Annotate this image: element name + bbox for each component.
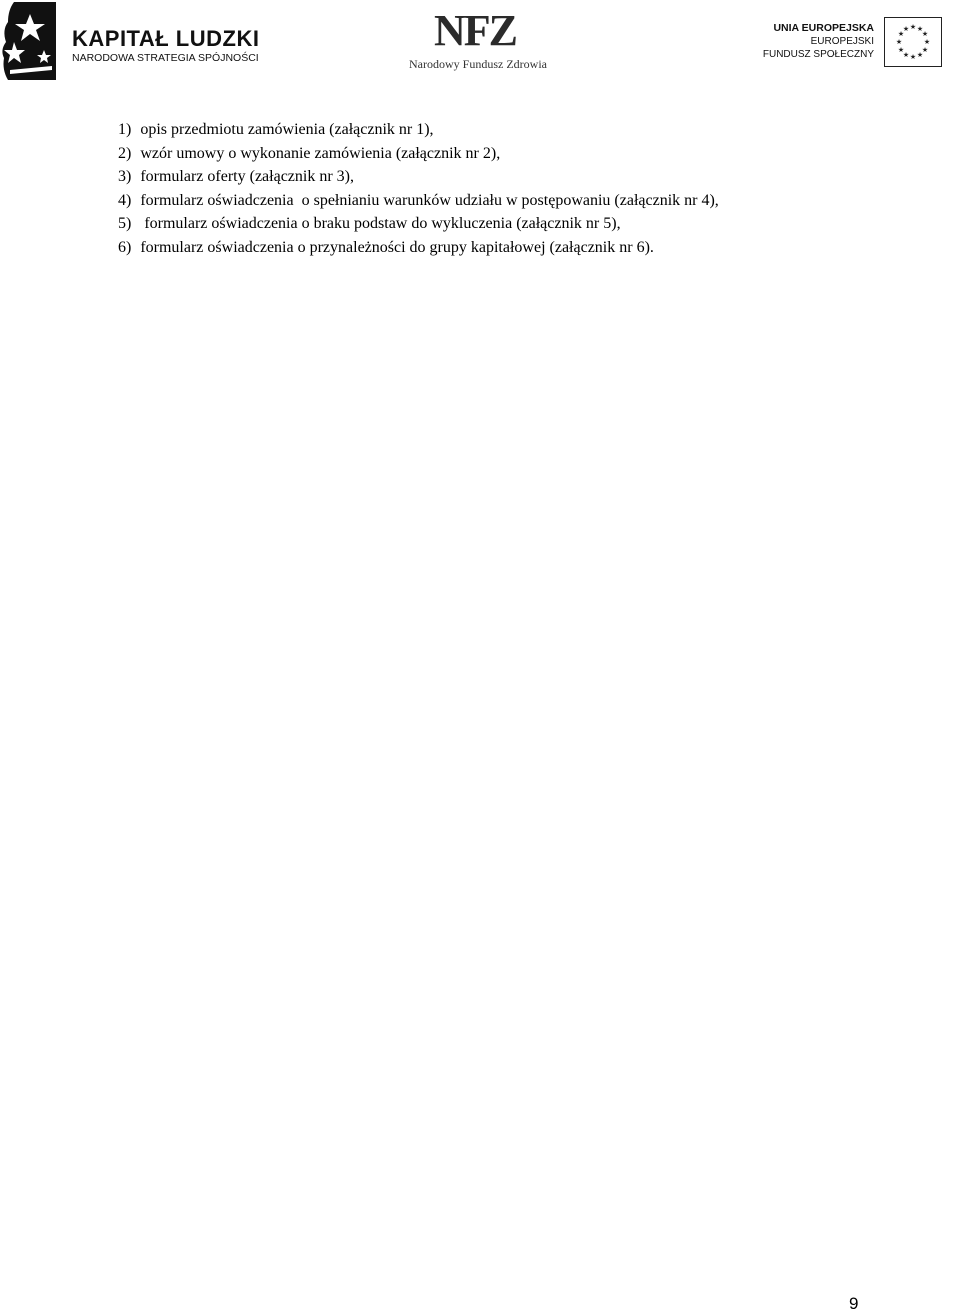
- eu-logo: [762, 14, 950, 74]
- list-item: [118, 189, 918, 213]
- kapital-ludzki-title: KAPITAŁ LUDZKI: [72, 26, 260, 51]
- list-item: [118, 165, 918, 189]
- list-item-number: 3): [118, 168, 132, 185]
- svg-text:★: ★: [897, 46, 905, 54]
- svg-text:★: ★: [902, 51, 910, 59]
- svg-text:★: ★: [916, 51, 924, 59]
- svg-text:★: ★: [921, 46, 929, 54]
- list-item-number: 5): [118, 215, 132, 232]
- eu-stars-flag-icon: [884, 17, 942, 67]
- list-item: [118, 142, 918, 166]
- list-item: [118, 212, 918, 236]
- eu-fund-label-2: FUNDUSZ SPOŁECZNY: [762, 49, 874, 60]
- kapital-ludzki-logo: [0, 0, 260, 88]
- list-item-text: formularz oświadczenia o spełnianiu warunków udziału w postępowaniu (załącznik nr 4),: [140, 191, 719, 209]
- page-number: 9: [849, 1294, 859, 1313]
- nfz-mark: NFZ: [434, 6, 516, 55]
- list-item: [118, 118, 918, 142]
- eu-fund-label-1: EUROPEJSKI: [810, 36, 874, 47]
- list-item-number: 6): [118, 238, 132, 256]
- list-item: [118, 236, 918, 260]
- list-item-number: 4): [118, 191, 132, 209]
- attachment-list-section: [118, 118, 918, 259]
- list-item-text: formularz oświadczenia o braku podstaw do wykluczenia (załącznik nr 5),: [140, 215, 621, 232]
- svg-text:★: ★: [897, 30, 905, 38]
- svg-text:★: ★: [909, 53, 917, 61]
- svg-text:★: ★: [895, 38, 903, 46]
- svg-text:★: ★: [921, 30, 929, 38]
- nfz-subtitle: Narodowy Fundusz Zdrowia: [409, 57, 547, 71]
- list-item-number: 1): [118, 121, 132, 138]
- nfz-logo: [400, 8, 560, 78]
- svg-text:★: ★: [923, 38, 931, 46]
- list-item-number: 2): [118, 144, 132, 162]
- kapital-ludzki-subtitle: NARODOWA STRATEGIA SPÓJNOŚCI: [72, 52, 259, 64]
- attachment-list: [118, 118, 918, 259]
- svg-text:★: ★: [916, 25, 924, 33]
- list-item-text: opis przedmiotu zamówienia (załącznik nr 1),: [140, 121, 434, 138]
- kapital-ludzki-emblem-icon: [0, 0, 62, 84]
- list-item-text: formularz oferty (załącznik nr 3),: [140, 168, 354, 185]
- svg-text:★: ★: [902, 25, 910, 33]
- svg-text:★: ★: [909, 23, 917, 31]
- eu-text-block: [763, 22, 874, 61]
- list-item-text: wzór umowy o wykonanie zamówienia (załącznik nr 2),: [140, 144, 501, 162]
- page-header: [0, 0, 960, 90]
- list-item-text: formularz oświadczenia o przynależności do grupy kapitałowej (załącznik nr 6).: [140, 238, 654, 256]
- eu-union-label: UNIA EUROPEJSKA: [773, 22, 874, 34]
